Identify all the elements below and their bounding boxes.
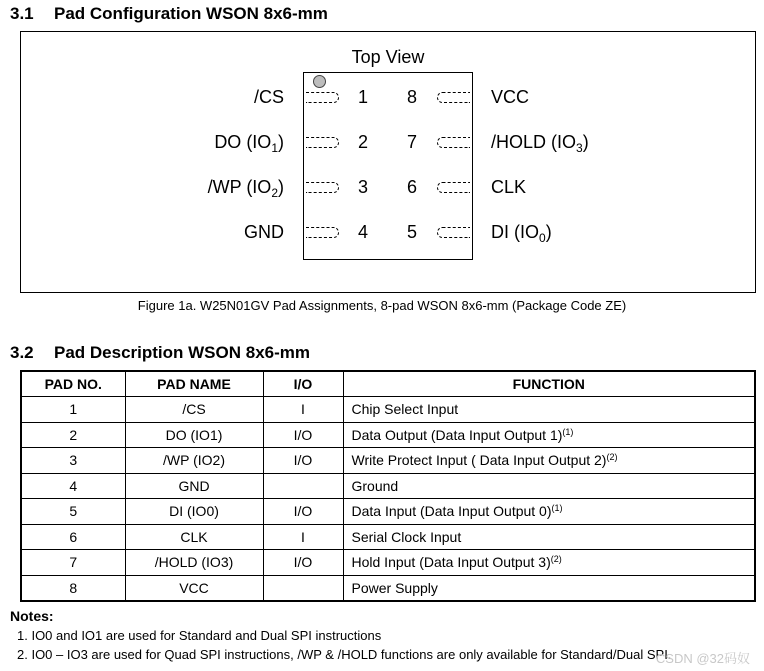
cell-function: [343, 397, 755, 423]
signal-name: DI (IO: [491, 222, 539, 242]
signal-tail: ): [278, 177, 284, 197]
header-function: FUNCTION: [343, 371, 755, 397]
function-text: Data Input (Data Input Output 0): [351, 503, 552, 520]
section-number: 3.1: [10, 4, 34, 23]
cell-pad-name: /HOLD (IO3): [125, 550, 263, 576]
pin-number-3: 3: [357, 177, 368, 197]
pad-7-outline: [437, 137, 470, 148]
cell-function: [343, 499, 755, 525]
header-io: I/O: [263, 371, 343, 397]
pad-1-outline: [306, 92, 339, 103]
signal-label-vcc: [491, 87, 529, 107]
pin-number-6: 6: [406, 177, 417, 197]
cell-pad-no: 3: [21, 448, 125, 474]
cell-pad-name: DI (IO0): [125, 499, 263, 525]
signal-label-di: [491, 222, 552, 248]
cell-pad-name: CLK: [125, 524, 263, 550]
function-text: Data Output (Data Input Output 1): [351, 426, 563, 443]
signal-subscript: 3: [576, 141, 583, 155]
cell-function: [343, 422, 755, 448]
section-title: Pad Configuration WSON 8x6-mm: [54, 4, 328, 23]
signal-label-do: [214, 132, 284, 158]
pin-number-7: 7: [406, 132, 417, 152]
cell-function: [343, 524, 755, 550]
signal-label-clk: [491, 177, 526, 197]
signal-subscript: 2: [271, 186, 278, 200]
cell-function: [343, 448, 755, 474]
cell-pad-no: 6: [21, 524, 125, 550]
pin-number-5: 5: [406, 222, 417, 242]
cell-pad-name: /CS: [125, 397, 263, 423]
table-row: [21, 499, 755, 525]
function-text: Hold Input (Data Input Output 3): [351, 554, 551, 571]
section-heading-3-1: [10, 4, 328, 24]
cell-pad-no: 2: [21, 422, 125, 448]
cell-pad-no: 5: [21, 499, 125, 525]
signal-name: DO (IO: [214, 132, 272, 152]
pin-number-2: 2: [357, 132, 368, 152]
figure-caption: Figure 1a. W25N01GV Pad Assignments, 8-pad WSON 8x6-mm (Package Code ZE): [137, 298, 627, 313]
pad-6-outline: [437, 182, 470, 193]
signal-subscript: 1: [271, 141, 278, 155]
footnote-ref: (1): [562, 426, 574, 437]
pad-4-outline: [306, 227, 339, 238]
pin1-marker-icon: [313, 75, 326, 88]
pin-number-4: 4: [357, 222, 368, 242]
table-row: [21, 550, 755, 576]
note-item-2: 2. IO0 – IO3 are used for Quad SPI instructions, /WP & /HOLD functions are only available for Standard/Dual SPI.: [17, 647, 672, 662]
signal-tail: ): [278, 132, 284, 152]
signal-label-hold: [491, 132, 589, 158]
signal-tail: ): [582, 132, 589, 152]
table-row: [21, 473, 755, 499]
header-pad-no: PAD NO.: [21, 371, 125, 397]
cell-pad-name: /WP (IO2): [125, 448, 263, 474]
pad-2-outline: [306, 137, 339, 148]
pin-number-1: 1: [357, 87, 368, 107]
cell-io: I/O: [263, 499, 343, 525]
table-row: [21, 397, 755, 423]
section-heading-3-2: [10, 343, 310, 363]
table-row: [21, 524, 755, 550]
signal-name: VCC: [491, 87, 530, 107]
cell-function: [343, 575, 755, 601]
cell-io: I: [263, 524, 343, 550]
signal-name: /HOLD (IO: [491, 132, 577, 152]
notes-heading: Notes:: [10, 608, 54, 624]
cell-io: I/O: [263, 422, 343, 448]
cell-io: I/O: [263, 448, 343, 474]
cell-pad-no: 8: [21, 575, 125, 601]
cell-io: [263, 575, 343, 601]
watermark: CSDN @32码奴: [655, 651, 750, 666]
function-text: Power Supply: [351, 579, 438, 596]
cell-function: [343, 550, 755, 576]
pad-8-outline: [437, 92, 470, 103]
signal-name: /CS: [253, 87, 284, 107]
section-title: Pad Description WSON 8x6-mm: [54, 343, 311, 362]
function-text: Ground: [351, 477, 399, 494]
table-row: [21, 448, 755, 474]
signal-subscript: 0: [539, 231, 546, 245]
note-item-1: 1. IO0 and IO1 are used for Standard and Dual SPI instructions: [17, 628, 382, 643]
signal-name: CLK: [491, 177, 527, 197]
cell-pad-no: 7: [21, 550, 125, 576]
cell-io: [263, 473, 343, 499]
header-pad-name: PAD NAME: [125, 371, 263, 397]
section-number: 3.2: [10, 343, 34, 362]
cell-pad-no: 4: [21, 473, 125, 499]
pad-3-outline: [306, 182, 339, 193]
top-view-label: Top View: [351, 47, 425, 67]
signal-label-cs: [254, 87, 284, 107]
footnote-ref: (2): [550, 554, 562, 565]
pad-description-table: [20, 370, 756, 602]
signal-label-wp: [208, 177, 284, 203]
footnote-ref: (1): [551, 503, 563, 514]
cell-pad-name: DO (IO1): [125, 422, 263, 448]
table-row: [21, 575, 755, 601]
pad-5-outline: [437, 227, 470, 238]
table-header-row: [21, 371, 755, 397]
cell-pad-name: GND: [125, 473, 263, 499]
signal-label-gnd: [244, 222, 284, 242]
cell-function: [343, 473, 755, 499]
signal-name: GND: [244, 222, 284, 242]
pin-number-8: 8: [406, 87, 417, 107]
signal-name: /WP (IO: [207, 177, 272, 197]
cell-pad-no: 1: [21, 397, 125, 423]
cell-io: I: [263, 397, 343, 423]
footnote-ref: (2): [606, 452, 618, 463]
function-text: Serial Clock Input: [351, 528, 462, 545]
cell-pad-name: VCC: [125, 575, 263, 601]
cell-io: I/O: [263, 550, 343, 576]
function-text: Write Protect Input ( Data Input Output 2): [351, 452, 607, 469]
function-text: Chip Select Input: [351, 401, 459, 418]
table-row: [21, 422, 755, 448]
signal-tail: ): [545, 222, 552, 242]
